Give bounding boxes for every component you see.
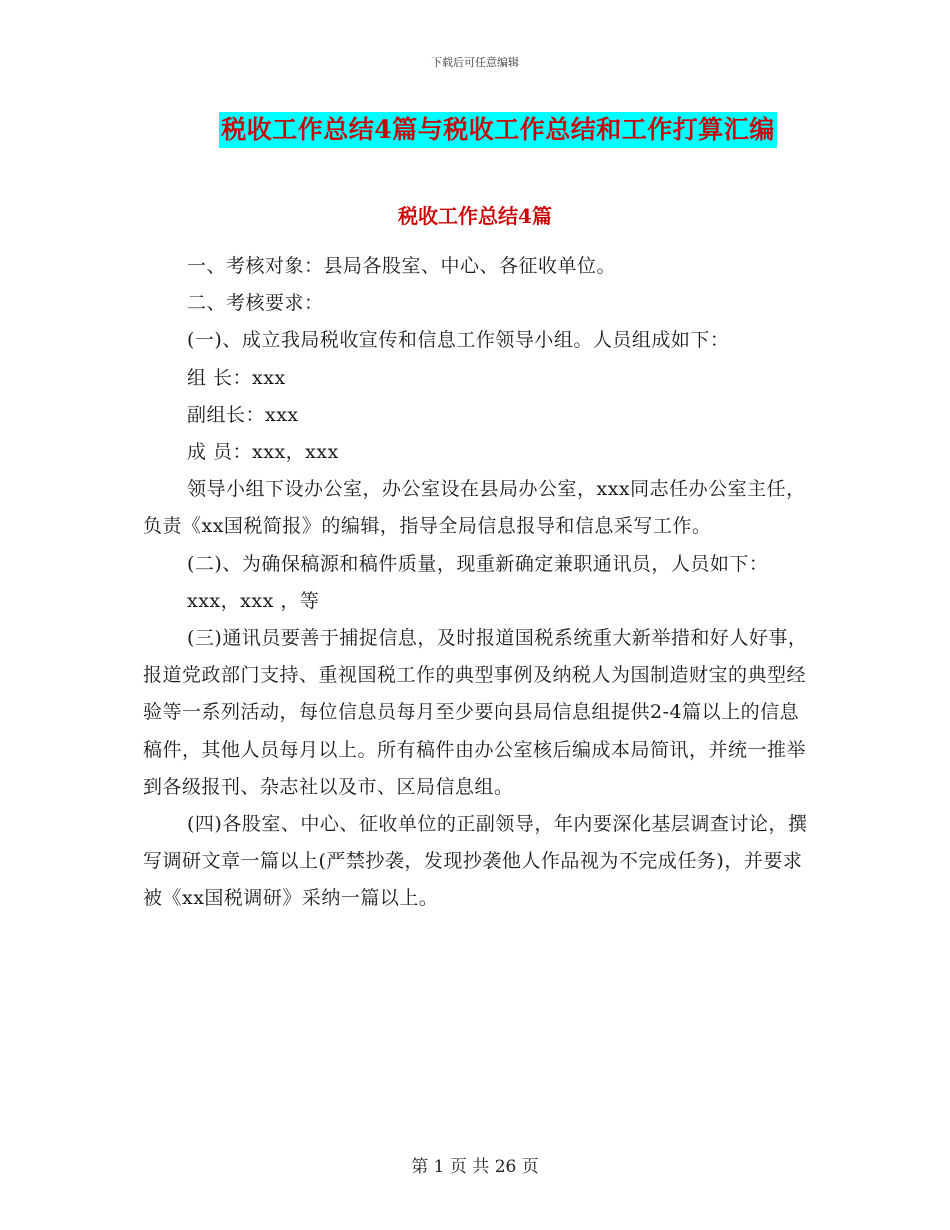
- page-header-note: 下载后可任意编辑: [431, 56, 519, 69]
- paragraph-correspondent-names: xxx，xxx ，等: [187, 589, 320, 612]
- section-title: 税收工作总结4篇: [398, 204, 552, 228]
- paragraph-assessment-target: 一、考核对象：县局各股室、中心、各征收单位。: [187, 255, 617, 277]
- paragraph-leadership-group: (一)、成立我局税收宣传和信息工作领导小组。人员组成如下：: [187, 329, 730, 352]
- paragraph-deputy-leader: 副组长：xxx: [187, 403, 299, 426]
- paragraph-group-leader: 组 长：xxx: [187, 366, 286, 389]
- paragraph-office-setup: 领导小组下设办公室，办公室设在县局办公室，xxx同志任办公室主任，负责《xx国税简报》的编辑，指导全局信息报导和信息采写工作。: [143, 478, 806, 538]
- paragraph-correspondent-duties: (三)通讯员要善于捕捉信息，及时报道国税系统重大新举措和好人好事，报道党政部门支持、重视国税工作的典型事例及纳税人为国制造财宝的典型经验等一系列活动，每位信息员每月至少要向县局信息组提供2-4篇以上的信息稿件，其他人员每月以上。所有稿件由办公室核后编成本局简讯，并统一推举到各级报刊、杂志社以及市、区局信息组。: [143, 627, 808, 798]
- document-title: 税收工作总结4篇与税收工作总结和工作打算汇编: [219, 112, 776, 148]
- paragraph-correspondents: (二)、为确保稿源和稿件质量，现重新确定兼职通讯员，人员如下：: [187, 552, 769, 575]
- document-title-container: [0, 112, 950, 148]
- paragraph-research-requirements: (四)各股室、中心、征收单位的正副领导，年内要深化基层调查讨论，撰写调研文章一篇以上(严禁抄袭，发现抄袭他人作品视为不完成任务)，并要求被《xx国税调研》采纳一篇以上。: [143, 813, 808, 910]
- paragraph-members: 成 员：xxx，xxx: [187, 441, 339, 464]
- paragraph-assessment-requirements: 二、考核要求：: [187, 292, 324, 315]
- page-number: 第 1 页 共 26 页: [411, 1157, 539, 1177]
- document-body: [143, 248, 815, 918]
